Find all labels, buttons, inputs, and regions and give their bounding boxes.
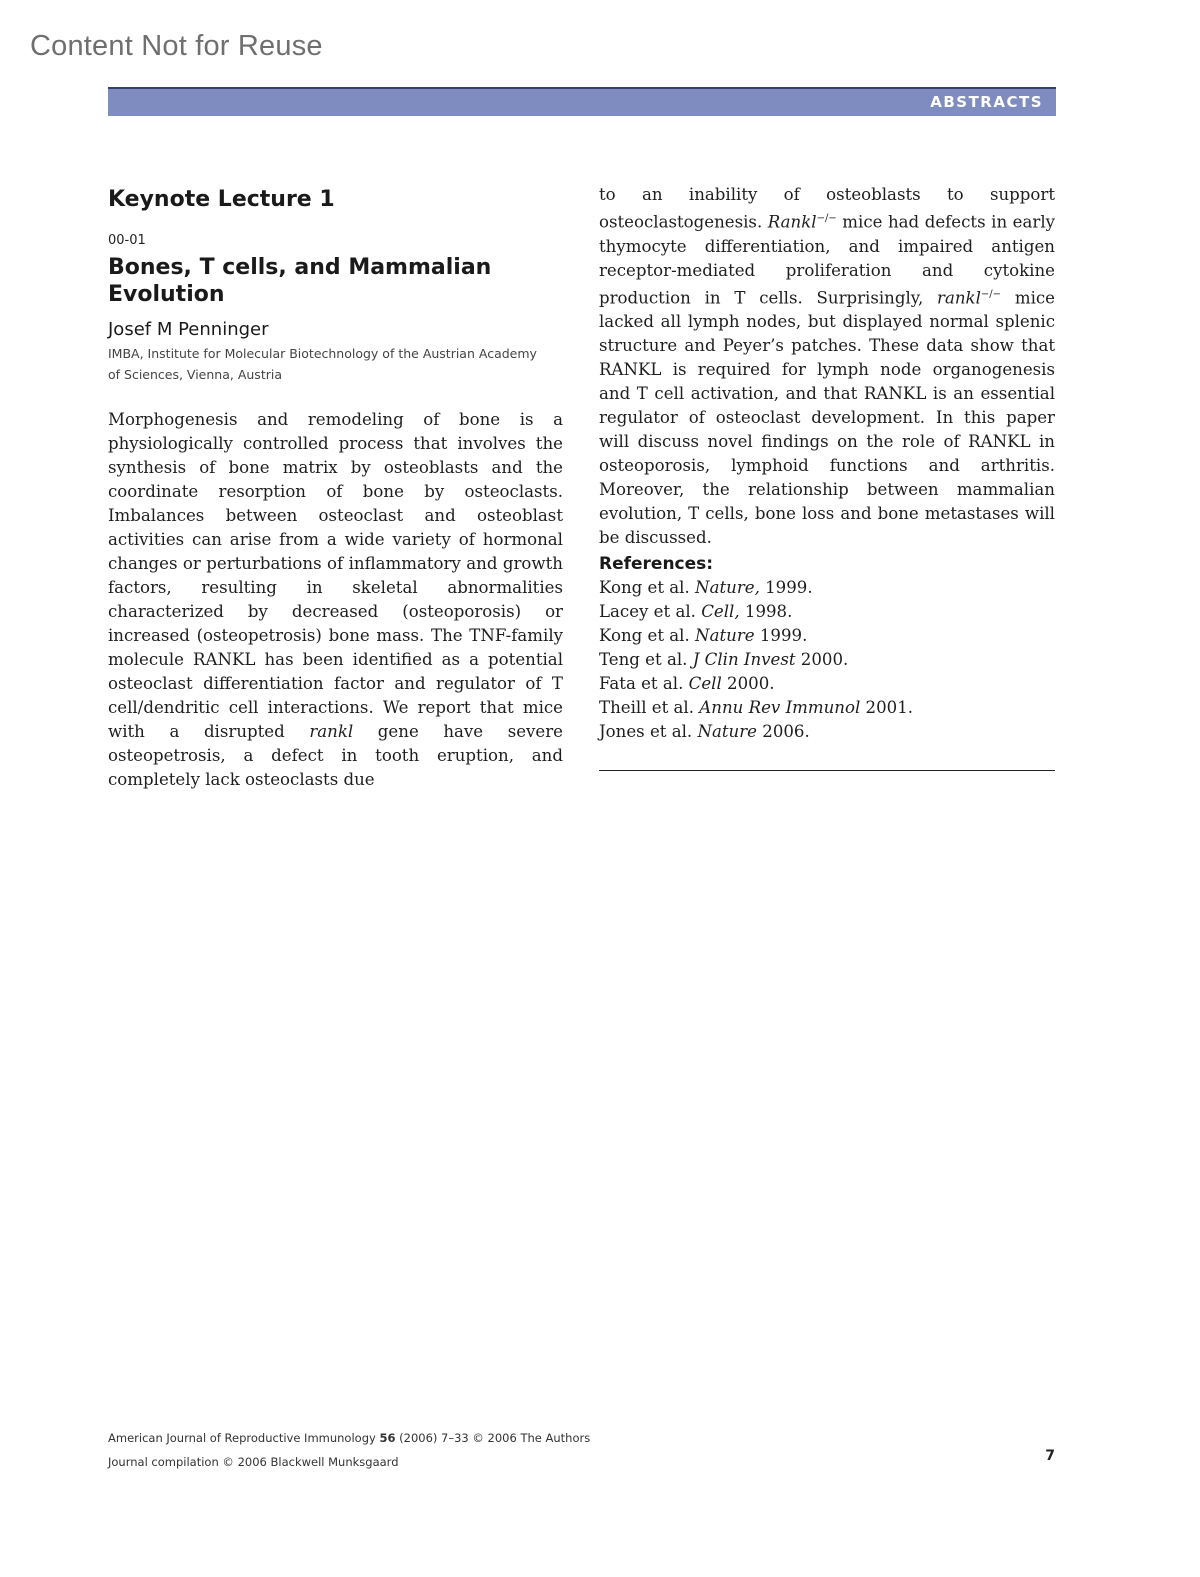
reference-journal: Nature xyxy=(695,626,755,646)
reference-item xyxy=(599,600,1055,624)
abstract-title-line1: Bones, T cells, and Mammalian xyxy=(108,255,492,280)
abstract-body-cont-part3: mice lacked all lymph nodes, but displayed normal splenic structure and Peyer’s patches. These data show that RANKL is required for lymph node organogenesis and T cell activation, and that RANKL is an essential regulator of osteoclast development. In this paper will discuss novel findings on the role of RANKL in osteoporosis, lymphoid functions and arthritis. Moreover, the relationship between mammalian evolution, T cells, bone loss and bone metastases will be discussed. xyxy=(599,288,1055,548)
abstract-body-cont-part1: to an inability of osteoblasts to support osteoclastogenesis. xyxy=(599,185,1055,232)
reference-journal: Nature, xyxy=(695,578,760,598)
author-name: Josef M Penninger xyxy=(108,319,269,340)
left-column xyxy=(108,183,563,792)
end-rule-divider xyxy=(599,770,1055,771)
reference-journal: Cell xyxy=(688,674,722,694)
reference-item xyxy=(599,648,1055,672)
reference-authors: Kong et al. xyxy=(599,578,696,598)
section-header-band xyxy=(108,87,1056,116)
page-footer xyxy=(108,1426,590,1474)
abstract-body-continued xyxy=(599,183,1055,550)
reference-authors: Fata et al. xyxy=(599,674,689,694)
footer-volume: 56 xyxy=(379,1431,396,1445)
abstract-body-cont-part2: mice had defects in early thymocyte differentiation, and impaired antigen receptor-mediated proliferation and cytokine production in T cells. Surprisingly, xyxy=(599,212,1055,308)
reference-year: 2000. xyxy=(795,650,849,670)
affiliation-line2: of Sciences, Vienna, Austria xyxy=(108,367,282,382)
reference-year: 2006. xyxy=(756,722,810,742)
reference-authors: Kong et al. xyxy=(599,626,696,646)
reference-item xyxy=(599,696,1055,720)
section-label: ABSTRACTS xyxy=(930,93,1043,111)
lecture-title: Keynote Lecture 1 xyxy=(108,187,335,212)
footer-journal-name: American Journal of Reproductive Immunology xyxy=(108,1431,380,1445)
abstract-body xyxy=(108,408,563,792)
gene-name-italic-2: rankl xyxy=(937,288,981,308)
reference-authors: Theill et al. xyxy=(599,698,700,718)
reference-year: 1998. xyxy=(739,602,793,622)
reference-item xyxy=(599,624,1055,648)
gene-name-italic-cap: Rankl xyxy=(767,212,817,232)
footer-pages-copyright: (2006) 7–33 © 2006 The Authors xyxy=(395,1431,591,1445)
author-affiliation xyxy=(108,343,563,385)
reference-authors: Lacey et al. xyxy=(599,602,702,622)
abstract-title-line2: Evolution xyxy=(108,282,225,307)
right-column xyxy=(599,183,1055,771)
reference-year: 1999. xyxy=(754,626,808,646)
reference-authors: Teng et al. xyxy=(599,650,693,670)
knockout-superscript: −/− xyxy=(816,213,837,224)
footer-citation-line xyxy=(108,1426,590,1450)
reference-item xyxy=(599,720,1055,744)
reference-year: 2001. xyxy=(860,698,914,718)
reference-journal: Annu Rev Immunol xyxy=(699,698,861,718)
affiliation-line1: IMBA, Institute for Molecular Biotechnology of the Austrian Academy xyxy=(108,346,537,361)
reference-year: 2000. xyxy=(721,674,775,694)
reference-year: 1999. xyxy=(759,578,813,598)
abstract-title xyxy=(108,254,563,308)
reference-journal: J Clin Invest xyxy=(692,650,796,670)
abstract-body-part1: Morphogenesis and remodeling of bone is a physiologically controlled process that involves the synthesis of bone matrix by osteoblasts and the coordinate resorption of bone by osteoclasts. Imbalances between osteoclast and osteoblast activities can arise from a wide variety of hormonal changes or perturbations of inflammatory and growth factors, resulting in skeletal abnormalities characterized by decreased (osteoporosis) or increased (osteopetrosis) bone mass. The TNF-family molecule RANKL has been identified as a potential osteoclast differentiation factor and regulator of T cell/dendritic cell interactions. We report that mice with a disrupted xyxy=(108,410,563,741)
knockout-superscript-2: −/− xyxy=(980,288,1002,300)
reference-item xyxy=(599,576,1055,600)
reference-authors: Jones et al. xyxy=(599,722,698,742)
abstract-body-part2: gene have severe osteopetrosis, a defect in tooth eruption, and completely lack osteoclasts due xyxy=(108,722,563,789)
reference-item xyxy=(599,672,1055,696)
gene-name-italic: rankl xyxy=(309,722,354,741)
reference-journal: Nature xyxy=(697,722,757,742)
references-heading: References: xyxy=(599,554,714,575)
footer-compilation-line: Journal compilation © 2006 Blackwell Munksgaard xyxy=(108,1455,399,1469)
watermark-text: Content Not for Reuse xyxy=(30,30,323,62)
abstract-id: 00-01 xyxy=(108,233,146,248)
page-number: 7 xyxy=(1045,1448,1055,1464)
reference-journal: Cell, xyxy=(701,602,740,622)
references-list xyxy=(599,576,1055,744)
